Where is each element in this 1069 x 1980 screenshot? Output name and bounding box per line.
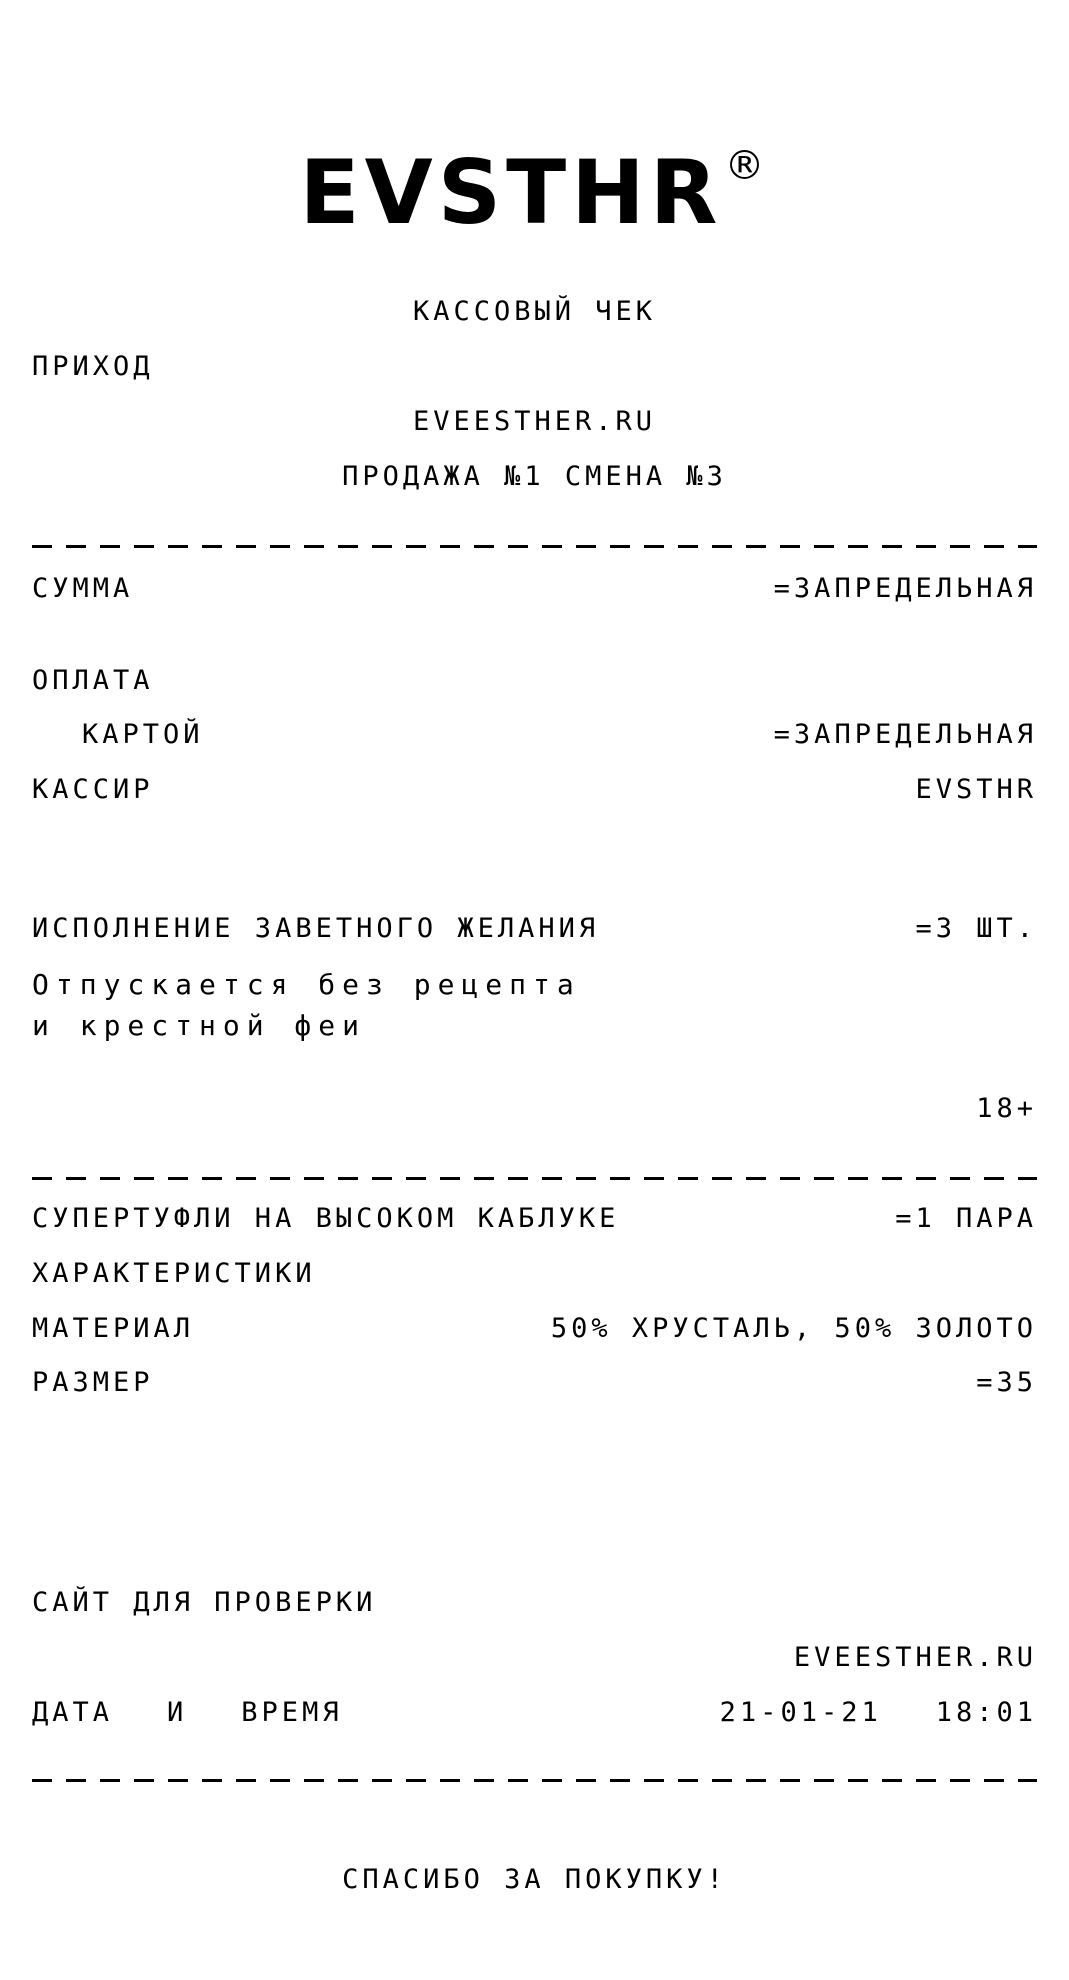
time-value: 18:01 xyxy=(935,1697,1037,1728)
sum-label: СУММА xyxy=(32,573,134,604)
material-row xyxy=(32,1311,1037,1347)
brand-logo xyxy=(0,143,1069,260)
card-label: КАРТОЙ xyxy=(82,719,204,750)
item2-row xyxy=(32,1201,1037,1237)
item1-name: ИСПОЛНЕНИЕ ЗАВЕТНОГО ЖЕЛАНИЯ xyxy=(32,913,600,944)
brand-logo-text: EVSTHR xyxy=(299,141,723,244)
datetime-value xyxy=(720,1695,1037,1731)
datetime-row xyxy=(32,1695,1037,1731)
material-label: МАТЕРИАЛ xyxy=(32,1313,195,1344)
date-word: ДАТА xyxy=(32,1697,114,1728)
store-site: EVEESTHER.RU xyxy=(412,406,657,437)
check-site: EVEESTHER.RU xyxy=(793,1642,1037,1673)
item2-qty: =1 ПАРА xyxy=(895,1203,1037,1234)
and-word: И xyxy=(167,1697,188,1728)
thanks-message: СПАСИБО ЗА ПОКУПКУ! xyxy=(342,1864,727,1895)
sale-shift: ПРОДАЖА №1 СМЕНА №3 xyxy=(342,461,727,492)
item1-qty: =3 ШТ. xyxy=(915,913,1037,944)
receipt-title: КАССОВЫЙ ЧЕК xyxy=(412,296,657,327)
payment-label: ОПЛАТА xyxy=(32,665,154,696)
item2-name: СУПЕРТУФЛИ НА ВЫСОКОМ КАБЛУКЕ xyxy=(32,1203,620,1234)
item1-row xyxy=(32,911,1037,947)
age-restriction: 18+ xyxy=(976,1093,1037,1124)
sum-row xyxy=(32,571,1037,607)
item1-note-line1: Отпускается без рецепта xyxy=(32,968,581,1001)
item1-note-line2: и крестной феи xyxy=(32,1009,367,1042)
date-value: 21-01-21 xyxy=(719,1697,882,1728)
size-label: РАЗМЕР xyxy=(32,1367,154,1398)
cashier-label: КАССИР xyxy=(32,774,154,805)
size-row xyxy=(32,1365,1037,1401)
check-site-label: САЙТ ДЛЯ ПРОВЕРКИ xyxy=(32,1587,377,1618)
card-value: =ЗАПРЕДЕЛЬНАЯ xyxy=(773,719,1037,750)
check-site-row xyxy=(32,1640,1037,1676)
receipt-type: ПРИХОД xyxy=(32,351,154,382)
sum-value: =ЗАПРЕДЕЛЬНАЯ xyxy=(773,573,1037,604)
divider-3 xyxy=(32,1779,1037,1782)
cashier-value: EVSTHR xyxy=(915,774,1037,805)
item2-specs-label: ХАРАКТЕРИСТИКИ xyxy=(32,1258,316,1289)
datetime-label xyxy=(32,1695,343,1731)
age-row xyxy=(32,1091,1037,1127)
cashier-row xyxy=(32,772,1037,808)
time-word: ВРЕМЯ xyxy=(241,1697,343,1728)
registered-mark: ® xyxy=(724,143,770,189)
divider-2 xyxy=(32,1177,1037,1180)
size-value: =35 xyxy=(976,1367,1037,1398)
card-row xyxy=(32,717,1037,753)
material-value: 50% ХРУСТАЛЬ, 50% ЗОЛОТО xyxy=(550,1313,1037,1344)
divider-1 xyxy=(32,545,1037,548)
